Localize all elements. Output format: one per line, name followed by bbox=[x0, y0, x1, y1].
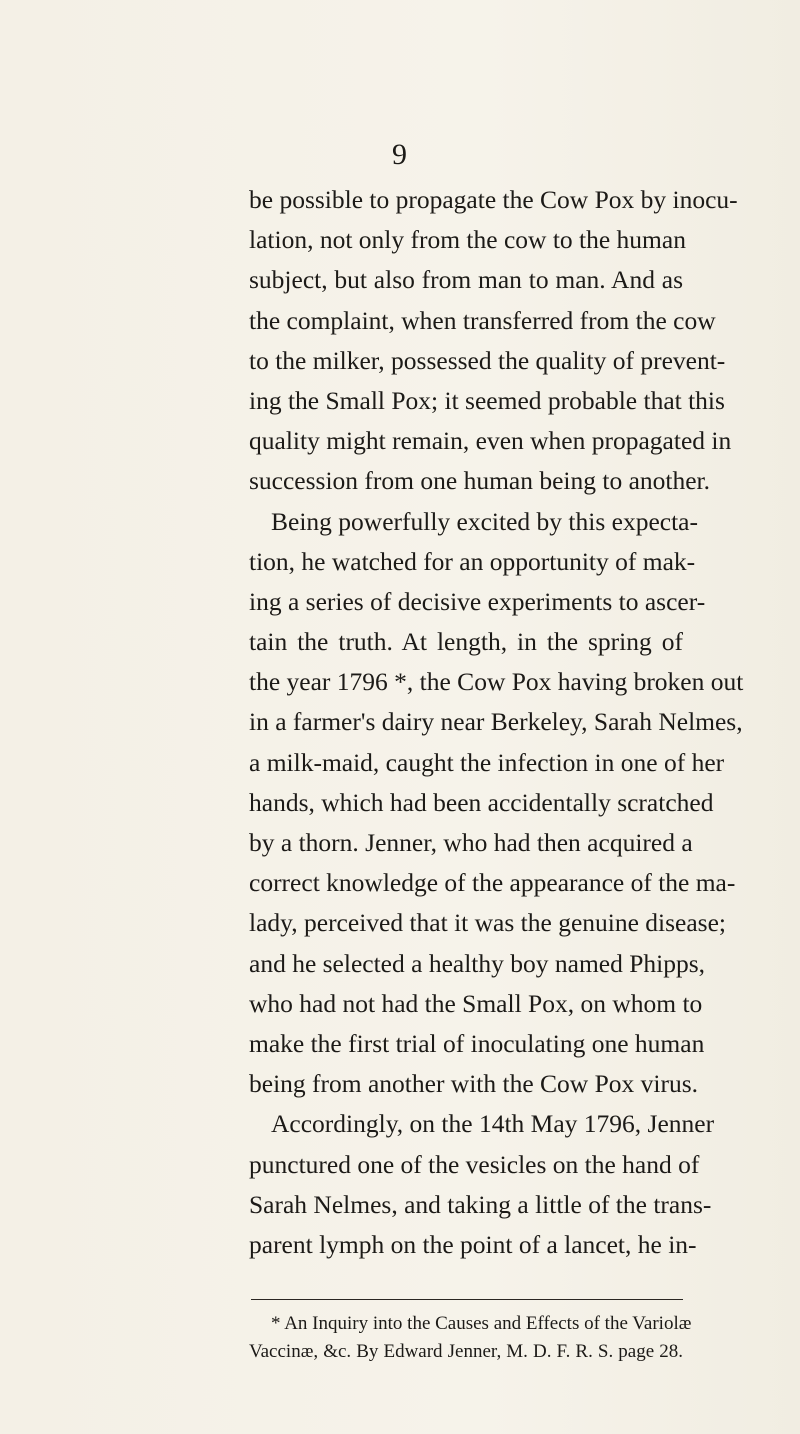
text-line: lation, not only from the cow to the human bbox=[249, 225, 686, 255]
text-line: being from another with the Cow Pox virus. bbox=[249, 1069, 699, 1099]
text-line: a milk-maid, caught the infection in one of her bbox=[249, 747, 725, 777]
text-line: hands, which had been accidentally scratched bbox=[249, 787, 714, 817]
footnote-line: Vaccinæ, &c. By Edward Jenner, M. D. F. R. S. page 28. bbox=[249, 1341, 683, 1362]
text-line: tion, he watched for an opportunity of mak- bbox=[249, 546, 696, 576]
text-line: tain the truth. At length, in the spring of bbox=[249, 627, 683, 657]
text-line: succession from one human being to another. bbox=[249, 466, 711, 496]
page-number: 9 bbox=[392, 138, 407, 171]
text-line: lady, perceived that it was the genuine disease; bbox=[249, 908, 727, 938]
text-line: Being powerfully excited by this expecta- bbox=[271, 506, 698, 536]
text-line: quality might remain, even when propagated in bbox=[249, 426, 732, 456]
body-text bbox=[249, 180, 744, 1265]
footnote-divider bbox=[251, 1299, 683, 1300]
text-line: who had not had the Small Pox, on whom to bbox=[249, 988, 703, 1018]
text-line: be possible to propagate the Cow Pox by inocu- bbox=[249, 185, 738, 214]
text-line: to the milker, possessed the quality of prevent- bbox=[249, 345, 726, 375]
footnote bbox=[249, 1310, 692, 1366]
text-line: ing a series of decisive experiments to ascer- bbox=[249, 586, 706, 616]
text-line: parent lymph on the point of a lancet, he in- bbox=[249, 1229, 697, 1259]
text-line: the complaint, when transferred from the cow bbox=[249, 305, 716, 335]
text-line: punctured one of the vesicles on the hand of bbox=[249, 1149, 700, 1179]
text-line: Sarah Nelmes, and taking a little of the trans- bbox=[249, 1189, 712, 1219]
text-line: correct knowledge of the appearance of the ma- bbox=[249, 868, 736, 898]
text-line: ing the Small Pox; it seemed probable that this bbox=[249, 385, 725, 415]
text-line: Accordingly, on the 14th May 1796, Jenner bbox=[271, 1109, 715, 1139]
text-line: in a farmer's dairy near Berkeley, Sarah Nelmes, bbox=[249, 707, 743, 737]
text-line: make the first trial of inoculating one human bbox=[249, 1028, 705, 1058]
footnote-line: * An Inquiry into the Causes and Effects of the Variolæ bbox=[271, 1313, 692, 1334]
text-line: and he selected a healthy boy named Phipps, bbox=[249, 948, 706, 978]
text-line: the year 1796 *, the Cow Pox having broken out bbox=[249, 667, 744, 697]
text-line: by a thorn. Jenner, who had then acquired a bbox=[249, 828, 693, 857]
text-line: subject, but also from man to man. And as bbox=[249, 265, 683, 295]
